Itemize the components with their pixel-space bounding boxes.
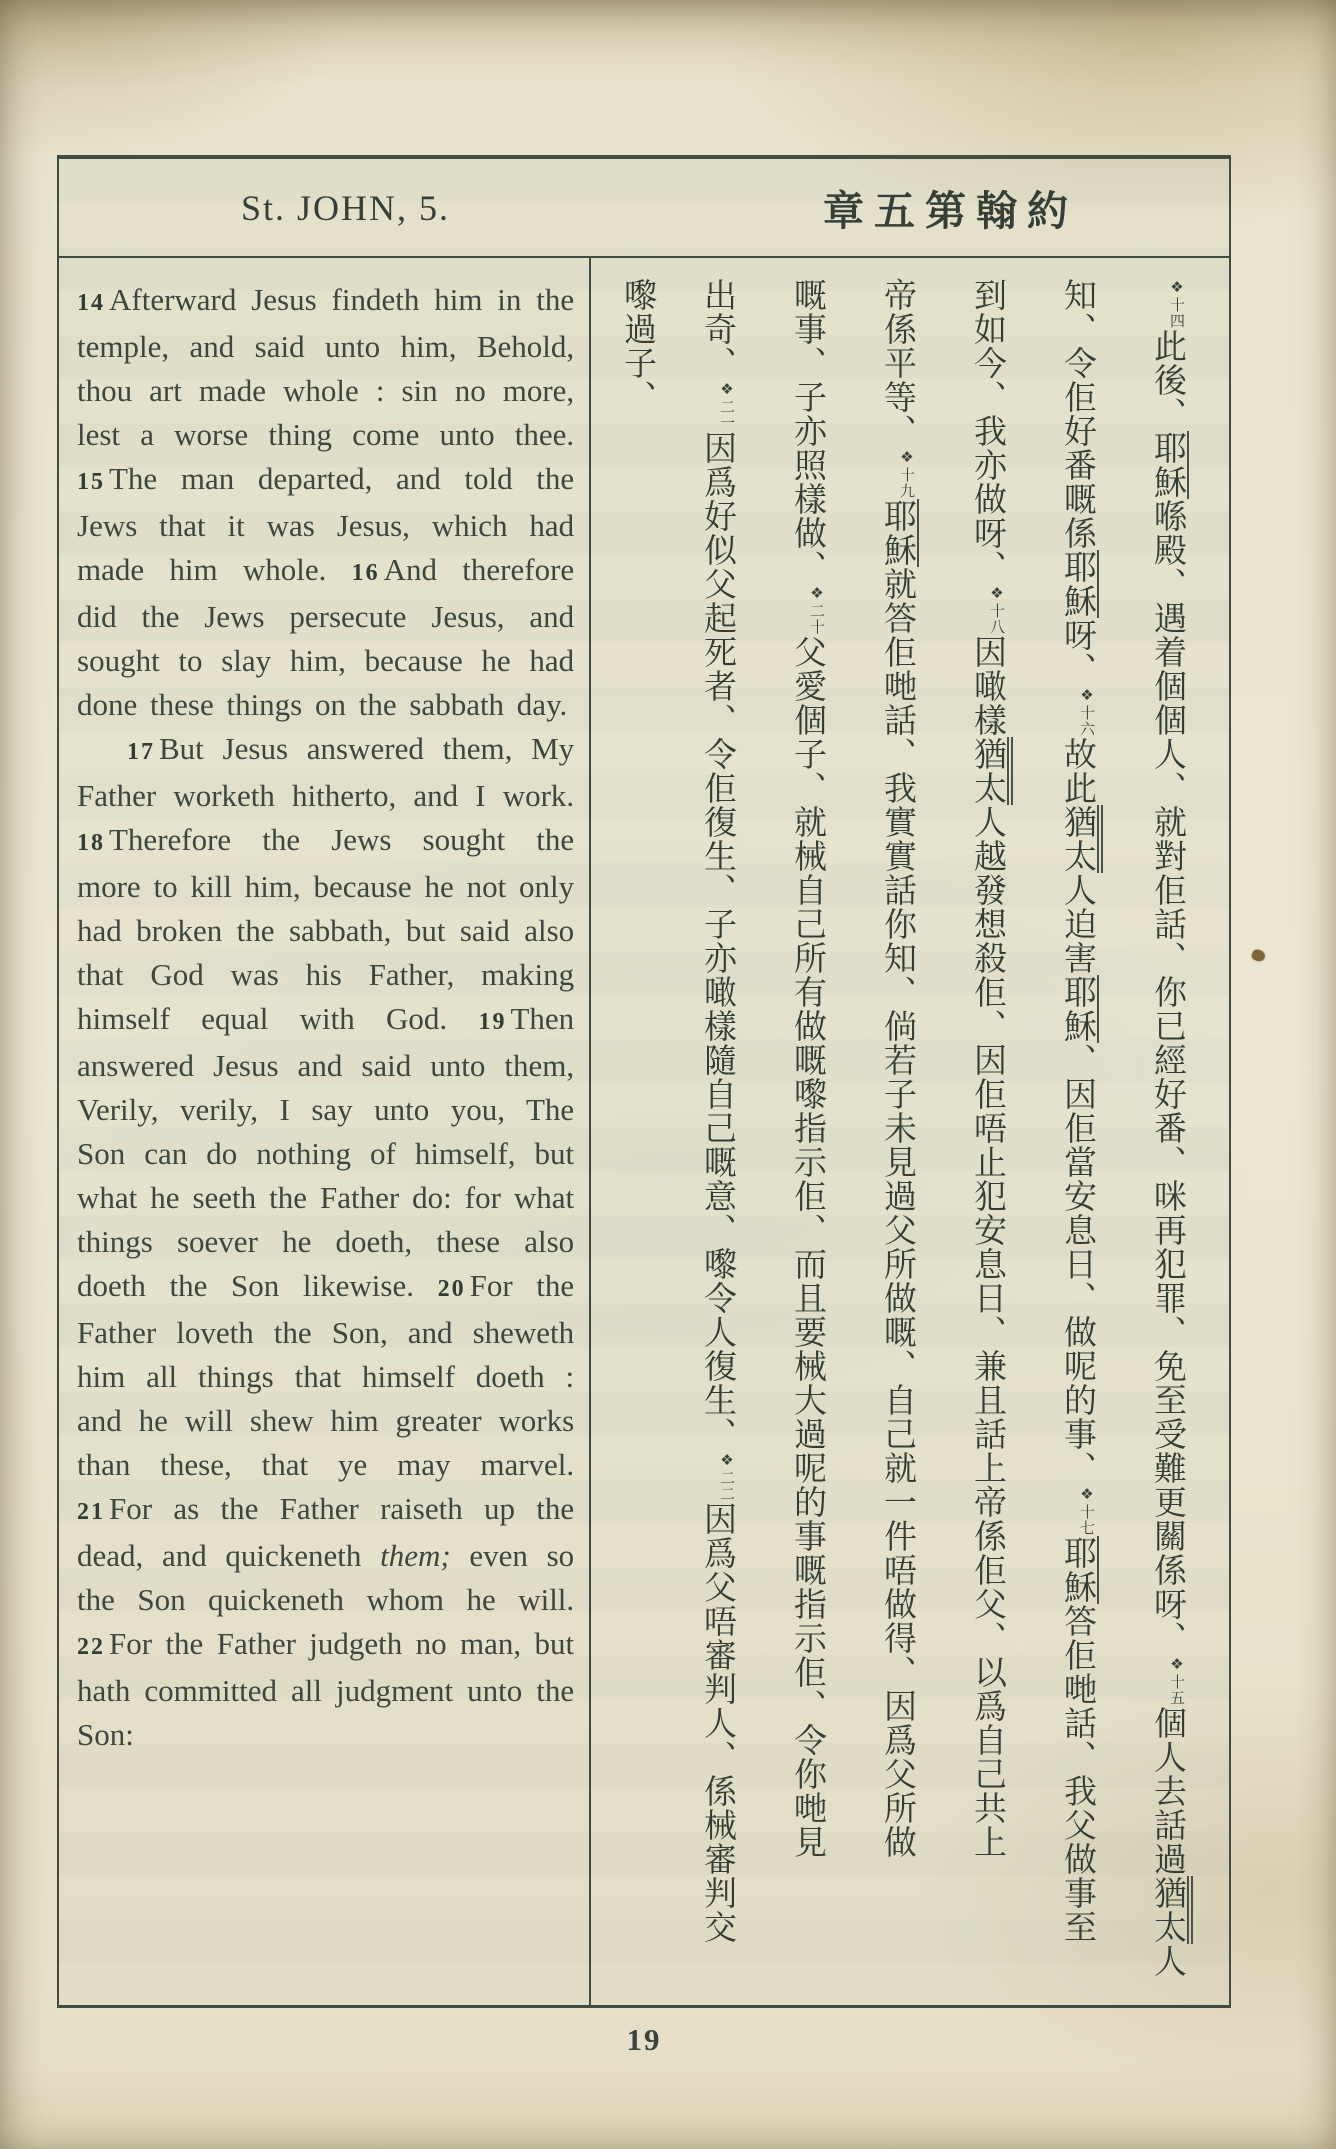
header-title-english: St. JOHN, 5.	[240, 187, 451, 228]
chinese-text-column	[591, 258, 1229, 2005]
chinese-text-run: 因噉樣	[969, 635, 1005, 737]
english-text-run: The man departed, and told the Jews that it was Jesus, which had made him whole.	[77, 461, 575, 587]
chinese-vertical-column	[857, 278, 947, 1989]
chinese-vertical-column	[767, 278, 857, 1989]
english-text-run: even so the Son quickeneth whom he will.	[77, 1538, 575, 1617]
chinese-text-run: 、因佢當安息日、做呢的事、	[1059, 1043, 1095, 1485]
text-columns	[59, 258, 1229, 2005]
chinese-text-run: 個人去話過	[1149, 1706, 1185, 1876]
header-left	[59, 187, 632, 229]
italic-text-run: them;	[380, 1538, 451, 1573]
verse-number: 22	[77, 1634, 105, 1660]
verse-number: 15	[77, 469, 105, 495]
chinese-text-run: 人迫害	[1059, 873, 1095, 975]
proper-noun-mark: 耶穌	[1059, 1536, 1099, 1604]
chinese-text-run: 父愛個子、就械自己所有做嘅嚟指示佢、而且要械大過呢的事嘅指示佢、令你哋見	[789, 635, 825, 1859]
verse-number: 14	[77, 290, 105, 316]
chinese-text-run: 嚟過子、	[619, 278, 655, 414]
verse-marker: ❖十九	[898, 448, 916, 499]
proper-noun-mark: 耶穌	[1059, 975, 1099, 1043]
chinese-text-run: 嘅事、子亦照樣做、	[789, 278, 825, 584]
english-paragraph	[77, 278, 574, 727]
proper-noun-mark: 耶穌	[879, 499, 919, 567]
english-text-run: Therefore the Jews sought the more to kill him, because he not only had broken the sabbath, but said also that God was his Father, making himself equal with God.	[77, 822, 575, 1036]
chinese-vertical-column	[677, 278, 767, 1989]
english-paragraph	[77, 727, 574, 1757]
chinese-text-run: 呀、	[1059, 618, 1095, 686]
content-box	[57, 155, 1231, 2008]
english-text-run: For as the Father raiseth up the dead, and quickeneth	[77, 1491, 575, 1573]
verse-marker: ❖十五	[1168, 1655, 1186, 1706]
verse-marker: ❖二二	[718, 1451, 736, 1502]
verse-marker: ❖十六	[1078, 686, 1096, 737]
verse-number: 21	[77, 1499, 105, 1525]
chinese-text-run: 人	[1149, 1944, 1185, 1978]
chinese-text-run: 答佢哋話、我父做事至	[1059, 1604, 1095, 1944]
header-right	[632, 178, 1229, 237]
chinese-text-run: 帝係平等、	[879, 278, 915, 448]
chinese-text-run: 知、令佢好番嘅係	[1059, 278, 1095, 550]
chinese-text-run: 人越發想殺佢、因佢唔止犯安息日、兼且話上帝係佢父、以爲自己共上	[969, 805, 1005, 1859]
verse-number: 19	[478, 1009, 507, 1035]
verse-marker: ❖二一	[718, 380, 736, 431]
page-header	[59, 159, 1229, 258]
proper-noun-mark: 耶穌	[1149, 431, 1189, 499]
english-text-run: And therefore did the Jews persecute Jesus, and sought to slay him, because he had done these things on the sabbath day.	[77, 552, 575, 722]
chinese-vertical-column	[947, 278, 1037, 1989]
verse-number: 17	[127, 739, 155, 765]
english-text-run: For the Father judgeth no man, but hath committed all judgment unto the Son:	[77, 1626, 575, 1752]
chinese-text-run: 因爲父唔審判人、係械審判交	[699, 1502, 735, 1944]
chinese-text-run: 因爲好似父起死者、令佢復生、子亦噉樣隨自己嘅意、嚟令人復生、	[699, 431, 735, 1451]
english-text-run: Afterward Jesus findeth him in the temple, and said unto him, Behold, thou art made whole : sin no more, lest a worse thing come unto thee.	[77, 282, 575, 452]
english-text-run: For the Father loveth the Son, and sheweth him all things that himself doeth : and he will shew him greater works than these, that ye may marvel.	[77, 1268, 575, 1482]
verse-number: 16	[351, 560, 380, 586]
verse-number: 20	[437, 1276, 466, 1302]
chinese-vertical-column	[1037, 278, 1127, 1989]
english-text-column	[59, 258, 589, 2005]
chinese-text-run: 就答佢哋話、我實實話你知、倘若子未見過父所做嘅、自己就一件唔做得、因爲父所做	[879, 567, 915, 1859]
chinese-text-run: 喺殿、遇着個個人、就對佢話、你已經好番、咪再犯罪、免至受難更關係呀、	[1149, 499, 1185, 1655]
chinese-vertical-column	[597, 278, 677, 1989]
verse-marker: ❖二十	[808, 584, 826, 635]
header-title-chinese: 章五第翰約	[823, 188, 1078, 234]
chinese-text-run: 此後、	[1149, 329, 1185, 431]
chinese-text-run: 到如今、我亦做呀、	[969, 278, 1005, 584]
chinese-text-run: 出奇、	[699, 278, 735, 380]
proper-noun-mark: 耶穌	[1059, 550, 1099, 618]
verse-marker: ❖十七	[1078, 1485, 1096, 1536]
verse-marker: ❖十八	[988, 584, 1006, 635]
place-name-mark: 猶太	[1059, 805, 1103, 873]
english-text-run: But Jesus answered them, My Father worketh hitherto, and I work.	[77, 731, 575, 813]
chinese-text-run: 故此	[1059, 737, 1095, 805]
page-number: 19	[626, 2022, 662, 2057]
verse-marker: ❖十四	[1168, 278, 1186, 329]
place-name-mark: 猶太	[969, 737, 1013, 805]
paper-fleck	[1251, 948, 1267, 962]
english-text-run: Then answered Jesus and said unto them, Verily, verily, I say unto you, The Son can do nothing of himself, but what he seeth the Father do: for what things soever he doeth, these also doeth the Son likewise.	[77, 1001, 575, 1303]
verse-number: 18	[77, 830, 105, 856]
place-name-mark: 猶太	[1149, 1876, 1193, 1944]
chinese-vertical-column	[1127, 278, 1217, 1989]
